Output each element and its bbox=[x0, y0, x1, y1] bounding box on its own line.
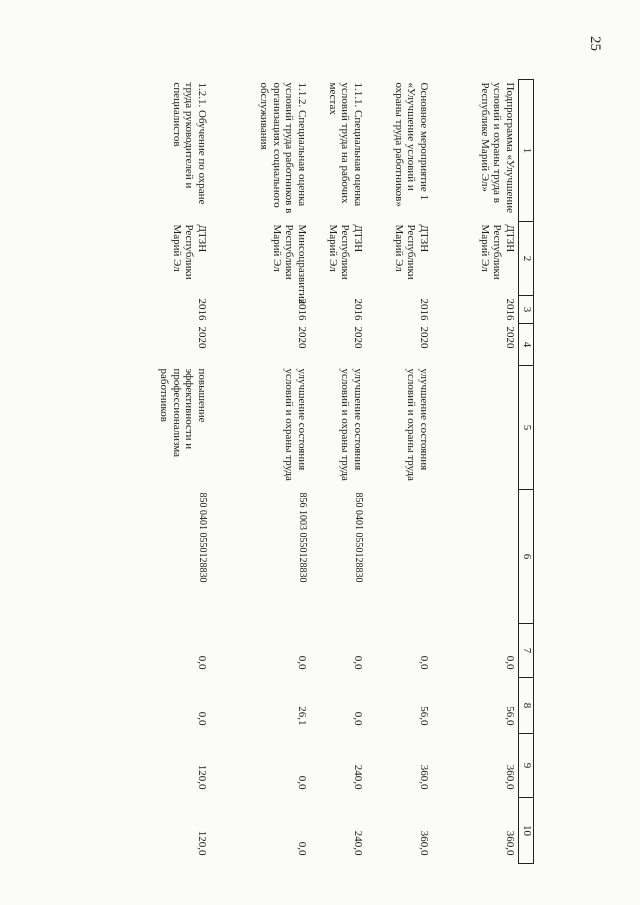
row-title: Подпрограмма «Улучшение условий и охраны труда в Республике Марий Эл» bbox=[478, 82, 516, 214]
row-value-9: 360,0 bbox=[504, 764, 516, 790]
row-budget-code: 850 0401 0550128830 bbox=[197, 492, 208, 583]
row-executor: ДТЗН Республики Марий Эл bbox=[326, 224, 364, 280]
row-start-year: 2016 bbox=[196, 298, 208, 321]
row-executor: ДТЗН Республики Марий Эл bbox=[170, 224, 208, 280]
row-executor: ДТЗН Республики Марий Эл bbox=[392, 224, 430, 280]
table-row bbox=[210, 80, 310, 864]
row-value-9: 120,0 bbox=[196, 764, 208, 790]
row-value-10: 240,0 bbox=[352, 830, 364, 856]
page-number: 25 bbox=[587, 36, 603, 51]
row-value-8: 0,0 bbox=[352, 711, 364, 726]
row-end-year: 2020 bbox=[418, 326, 430, 349]
row-budget-code bbox=[366, 490, 432, 624]
row-executor: Минсоцразвития Республики Марий Эл bbox=[270, 224, 308, 304]
rotated-table-container bbox=[128, 79, 534, 863]
row-value-7: 0,0 bbox=[504, 655, 516, 670]
column-header-2: 2 bbox=[519, 222, 534, 296]
column-header-9: 9 bbox=[519, 734, 534, 798]
column-header-10: 10 bbox=[519, 798, 534, 864]
row-value-10: 120,0 bbox=[196, 830, 208, 856]
row-value-8: 0,0 bbox=[196, 711, 208, 726]
row-value-8: 26,1 bbox=[296, 706, 308, 726]
table-row bbox=[142, 80, 210, 864]
row-value-8: 56,0 bbox=[418, 706, 430, 726]
table-row bbox=[432, 80, 519, 864]
row-result bbox=[432, 366, 519, 490]
row-value-9: 240,0 bbox=[352, 764, 364, 790]
row-end-year: 2020 bbox=[296, 326, 308, 349]
row-result: повышение эффективности и профессионализма работников bbox=[158, 368, 208, 458]
column-header-4: 4 bbox=[519, 324, 534, 366]
row-title: 1.1.2. Специальная оценка условий труда работников в организациях социального обслуживания bbox=[258, 82, 308, 214]
row-budget-code: 856 1003 0550128830 bbox=[297, 492, 308, 583]
row-start-year: 2016 bbox=[352, 298, 364, 321]
column-number-row bbox=[519, 80, 534, 864]
row-end-year: 2020 bbox=[196, 326, 208, 349]
row-executor: ДТЗН Республики Марий Эл bbox=[478, 224, 516, 280]
column-header-3: 3 bbox=[519, 296, 534, 324]
row-value-7: 0,0 bbox=[352, 655, 364, 670]
row-budget-code bbox=[432, 490, 519, 624]
row-result: улучшение состояния условий и охраны труда bbox=[283, 368, 308, 481]
row-value-10: 360,0 bbox=[418, 830, 430, 856]
row-title: 1.1.1. Специальная оценка условий труда на рабочих местах bbox=[326, 82, 364, 207]
row-value-7: 0,0 bbox=[296, 655, 308, 670]
row-title: Основное мероприятие 1 «Улучшение условий и охраны труда работников» bbox=[392, 82, 430, 207]
row-start-year: 2016 bbox=[504, 298, 516, 321]
row-budget-code: 850 0401 0550128830 bbox=[353, 492, 364, 583]
column-header-5: 5 bbox=[519, 366, 534, 490]
column-header-7: 7 bbox=[519, 624, 534, 678]
row-end-year: 2020 bbox=[504, 326, 516, 349]
row-value-10: 360,0 bbox=[504, 830, 516, 856]
column-header-6: 6 bbox=[519, 490, 534, 624]
row-result: улучшение состояния условий и охраны труда bbox=[405, 368, 430, 481]
row-start-year: 2016 bbox=[296, 298, 308, 321]
row-value-9: 0,0 bbox=[296, 775, 308, 790]
row-value-8: 56,0 bbox=[504, 706, 516, 726]
row-value-7: 0,0 bbox=[418, 655, 430, 670]
row-value-10: 0,0 bbox=[296, 841, 308, 856]
table-row bbox=[310, 80, 366, 864]
row-value-7: 0,0 bbox=[196, 655, 208, 670]
program-table bbox=[142, 79, 534, 864]
column-header-8: 8 bbox=[519, 678, 534, 734]
row-start-year: 2016 bbox=[418, 298, 430, 321]
row-end-year: 2020 bbox=[352, 326, 364, 349]
row-title: 1.2.1. Обучение по охране труда руководителей и специалистов bbox=[170, 82, 208, 205]
row-result: улучшение состояния условий и охраны труда bbox=[339, 368, 364, 481]
row-value-9: 360,0 bbox=[418, 764, 430, 790]
table-row bbox=[366, 80, 432, 864]
column-header-1: 1 bbox=[519, 80, 534, 222]
